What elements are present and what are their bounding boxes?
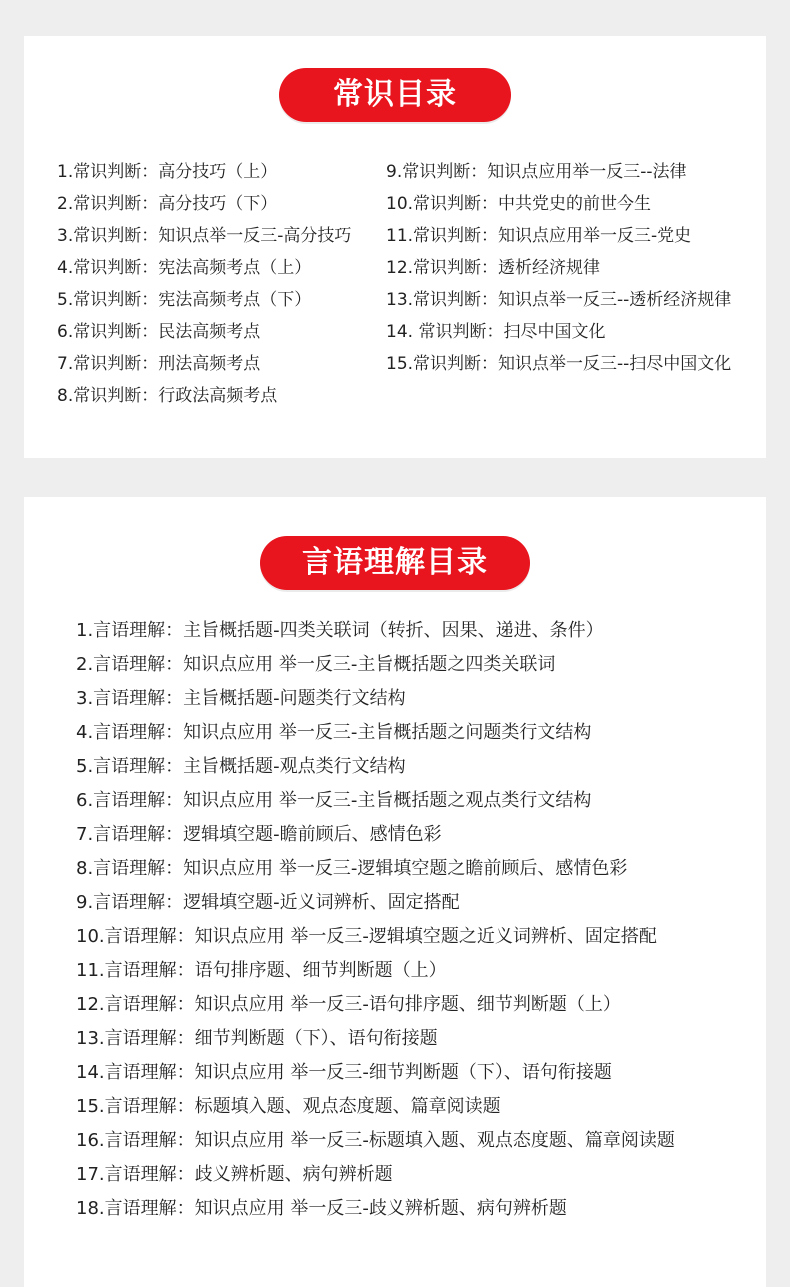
list-item: 11.常识判断：知识点应用举一反三-党史 xyxy=(386,226,692,246)
list-item: 11.言语理解：语句排序题、细节判断题（上） xyxy=(76,960,447,981)
changshi-section xyxy=(24,36,766,458)
list-item: 14. 常识判断：扫尽中国文化 xyxy=(386,322,606,342)
list-item: 17.言语理解：歧义辨析题、病句辨析题 xyxy=(76,1164,393,1185)
list-item: 4.常识判断：宪法高频考点（上） xyxy=(57,258,312,278)
changshi-list-right xyxy=(386,156,731,380)
list-item: 12.常识判断：透析经济规律 xyxy=(386,258,601,278)
list-item: 5.常识判断：宪法高频考点（下） xyxy=(57,290,312,310)
list-item: 15.常识判断：知识点举一反三--扫尽中国文化 xyxy=(386,354,732,374)
list-item: 16.言语理解：知识点应用 举一反三-标题填入题、观点态度题、篇章阅读题 xyxy=(76,1130,675,1151)
list-item: 13.常识判断：知识点举一反三--透析经济规律 xyxy=(386,290,732,310)
list-item: 9.言语理解：逻辑填空题-近义词辨析、固定搭配 xyxy=(76,892,460,913)
list-item: 8.常识判断：行政法高频考点 xyxy=(57,386,278,406)
list-item: 1.常识判断：高分技巧（上） xyxy=(57,162,278,182)
list-item: 9.常识判断：知识点应用举一反三--法律 xyxy=(386,162,687,182)
list-item: 3.常识判断：知识点举一反三-高分技巧 xyxy=(57,226,352,246)
list-item: 5.言语理解：主旨概括题-观点类行文结构 xyxy=(76,756,406,777)
list-item: 13.言语理解：细节判断题（下）、语句衔接题 xyxy=(76,1028,438,1049)
list-item: 4.言语理解：知识点应用 举一反三-主旨概括题之问题类行文结构 xyxy=(76,722,592,743)
list-item: 15.言语理解：标题填入题、观点态度题、篇章阅读题 xyxy=(76,1096,501,1117)
yanyu-list xyxy=(76,614,675,1226)
list-item: 2.常识判断：高分技巧（下） xyxy=(57,194,278,214)
list-item: 10.言语理解：知识点应用 举一反三-逻辑填空题之近义词辨析、固定搭配 xyxy=(76,926,657,947)
list-item: 7.常识判断：刑法高频考点 xyxy=(57,354,261,374)
list-item: 6.言语理解：知识点应用 举一反三-主旨概括题之观点类行文结构 xyxy=(76,790,592,811)
yanyu-section xyxy=(24,497,766,1287)
list-item: 1.言语理解：主旨概括题-四类关联词（转折、因果、递进、条件） xyxy=(76,620,604,641)
list-item: 2.言语理解：知识点应用 举一反三-主旨概括题之四类关联词 xyxy=(76,654,556,675)
yanyu-title-badge: 言语理解目录 xyxy=(260,536,530,590)
list-item: 7.言语理解：逻辑填空题-瞻前顾后、感情色彩 xyxy=(76,824,442,845)
changshi-title-badge: 常识目录 xyxy=(279,68,511,122)
list-item: 8.言语理解：知识点应用 举一反三-逻辑填空题之瞻前顾后、感情色彩 xyxy=(76,858,628,879)
changshi-list-left xyxy=(57,156,351,412)
list-item: 6.常识判断：民法高频考点 xyxy=(57,322,261,342)
list-item: 10.常识判断：中共党史的前世今生 xyxy=(386,194,652,214)
list-item: 3.言语理解：主旨概括题-问题类行文结构 xyxy=(76,688,406,709)
list-item: 18.言语理解：知识点应用 举一反三-歧义辨析题、病句辨析题 xyxy=(76,1198,567,1219)
list-item: 12.言语理解：知识点应用 举一反三-语句排序题、细节判断题（上） xyxy=(76,994,621,1015)
list-item: 14.言语理解：知识点应用 举一反三-细节判断题（下）、语句衔接题 xyxy=(76,1062,612,1083)
